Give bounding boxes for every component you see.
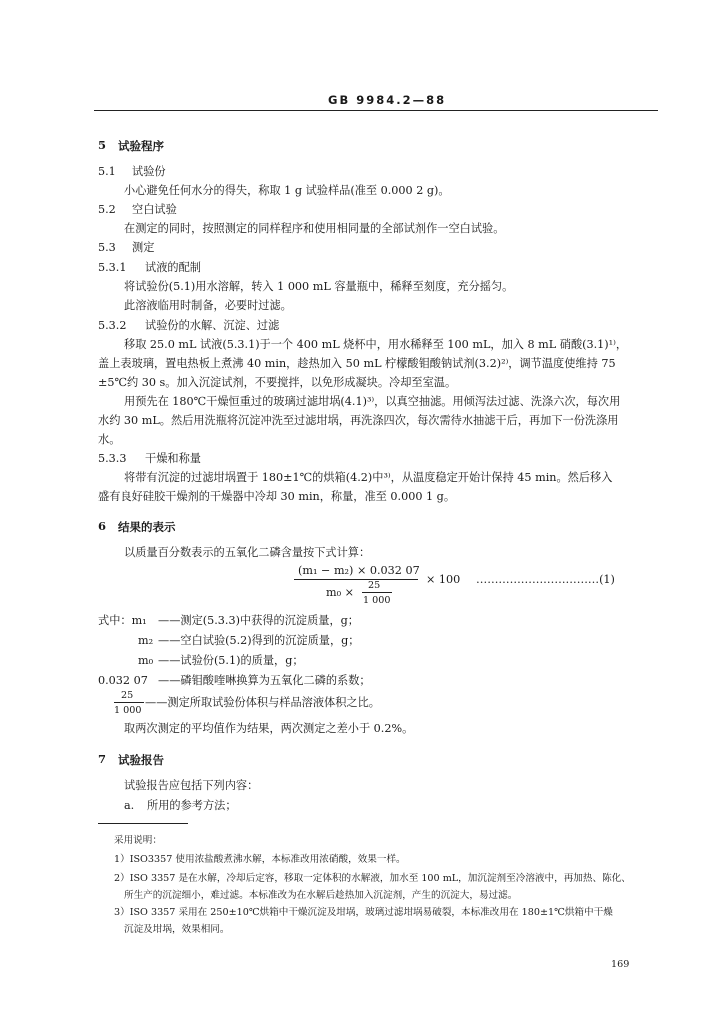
standard-header: GB 9984.2—88 [328,93,447,107]
section-5-3-1-line-2: 此溶液临用时制备，必要时过滤。 [124,299,292,312]
section-5-3-2-number: 5.3.2 [98,319,127,332]
section-5-3-2-title: 试验份的水解、沉淀、过滤 [145,319,280,332]
section-7-item-a-text: 所用的参考方法； [147,799,237,812]
formula-den-left: m₀ × [326,586,355,599]
formula-times-100: × 100 [426,573,461,586]
where-symbol-m1: 式中：m₁ [98,614,147,627]
ratio-description: ——测定所取试验份体积与样品溶液体积之比。 [145,696,380,709]
section-7-number: 7 [98,752,107,766]
header-rule [94,110,658,111]
section-5-3-1-number: 5.3.1 [98,261,127,274]
section-5-3-2-line-5: 水约 30 mL。然后用洗瓶将沉淀冲洗至过滤坩埚，再洗涤四次，每次需待水抽滤干后，再加下一份洗涤用 [98,414,619,427]
footnote-1: 1）ISO3357 使用浓盐酸煮沸水解，本标准改用浓硝酸，效果一样。 [114,854,406,865]
section-5-2-number: 5.2 [98,203,116,216]
ratio-numerator: 25 [121,690,134,701]
section-6-conclusion: 取两次测定的平均值作为结果，两次测定之差小于 0.2%。 [124,722,414,735]
footnote-3-line-2: 沉淀及坩埚，效果相同。 [124,924,230,935]
formula-den-frac-den: 1 000 [363,595,391,606]
section-5-3-2-line-3: ±5℃约 30 s。加入沉淀试剂，不要搅拌，以免形成凝块。冷却至室温。 [98,376,457,389]
section-5-3-3-number: 5.3.3 [98,452,127,465]
section-5-3-1-title: 试液的配制 [145,261,201,274]
section-5-3-3-line-1: 将带有沉淀的过滤坩埚置于 180±1℃的烘箱(4.2)中³⁾，从温度稳定开始计保持 45 min。然后移入 [124,471,613,484]
where-desc-m1: ——测定(5.3.3)中获得的沉淀质量，g； [158,614,359,627]
formula-equation-number: ……………………………(1) [476,573,615,586]
footnote-3-line-1: 3）ISO 3357 采用在 250±10℃烘箱中干燥沉淀及坩埚，玻璃过滤坩埚易破裂，本标准改用在 180±1℃烘箱中干燥 [114,907,613,918]
ratio-denominator: 1 000 [114,705,142,716]
section-5-title: 试验程序 [118,139,164,153]
formula-den-frac-num: 25 [368,580,381,591]
where-symbol-factor: 0.032 07 [98,674,148,687]
formula-numerator: (m₁ − m₂) × 0.032 07 [298,564,420,577]
formula-den-fraction-line [362,592,392,593]
section-5-3-3-title: 干燥和称量 [145,452,201,465]
section-5-number: 5 [98,138,107,152]
footnote-rule [98,823,188,824]
footnote-title: 采用说明： [114,835,162,846]
footnote-2-line-1: 2）ISO 3357 是在水解，冷却后定容，移取一定体积的水解液，加水至 100 mL，加沉淀剂至冷溶液中，再加热、陈化、 [114,873,631,884]
section-5-2-text: 在测定的同时，按照测定的同样程序和使用相同量的全部试剂作一空白试验。 [124,222,505,235]
section-7-intro: 试验报告应包括下列内容： [124,779,259,792]
section-7-title: 试验报告 [118,753,164,767]
section-5-1-title: 试验份 [132,165,166,178]
section-5-3-title: 测定 [132,241,155,254]
section-5-3-2-line-4: 用预先在 180℃干燥恒重过的玻璃过滤坩埚(4.1)³⁾，以真空抽滤。用倾泻法过滤、洗涤六次，每次用 [124,395,621,408]
where-desc-m2: ——空白试验(5.2)得到的沉淀质量，g； [158,634,360,647]
ratio-fraction-line [114,702,144,703]
section-6-number: 6 [98,519,107,533]
section-6-intro: 以质量百分数表示的五氧化二磷含量按下式计算： [124,546,371,559]
section-5-3-1-line-1: 将试验份(5.1)用水溶解，转入 1 000 mL 容量瓶中，稀释至刻度，充分摇匀。 [124,280,514,293]
section-5-1-number: 5.1 [98,165,116,178]
formula-main-fraction-line [294,579,418,580]
section-7-item-a-label: a. [124,799,135,812]
section-5-3-2-line-2: 盖上表玻璃，置电热板上煮沸 40 min，趁热加入 50 mL 柠檬酸钼酸钠试剂(3.2)²⁾，调节温度使维持 75 [98,357,616,370]
where-desc-m0: ——试验份(5.1)的质量，g； [158,654,304,667]
page-number: 169 [611,959,630,970]
footnote-2-line-2: 所生产的沉淀细小，难过滤。本标准改为在水解后趁热加入沉淀剂，产生的沉淀大，易过滤。 [124,890,518,901]
where-desc-factor: ——磷钼酸喹啉换算为五氧化二磷的系数； [158,674,371,687]
section-5-3-2-line-6: 水。 [98,433,121,446]
section-5-2-title: 空白试验 [132,203,177,216]
section-5-3-2-line-1: 移取 25.0 mL 试液(5.3.1)于一个 400 mL 烧杯中，用水稀释至 100 mL，加入 8 mL 硝酸(3.1)¹⁾， [124,338,628,351]
where-symbol-m2: m₂ [138,634,154,647]
section-5-1-text: 小心避免任何水分的得失，称取 1 g 试验样品(准至 0.000 2 g)。 [124,184,450,197]
where-symbol-m0: m₀ [138,654,154,667]
section-5-3-3-line-2: 盛有良好硅胶干燥剂的干燥器中冷却 30 min，称量，准至 0.000 1 g。 [98,490,456,503]
section-6-title: 结果的表示 [118,520,176,534]
section-5-3-number: 5.3 [98,241,116,254]
